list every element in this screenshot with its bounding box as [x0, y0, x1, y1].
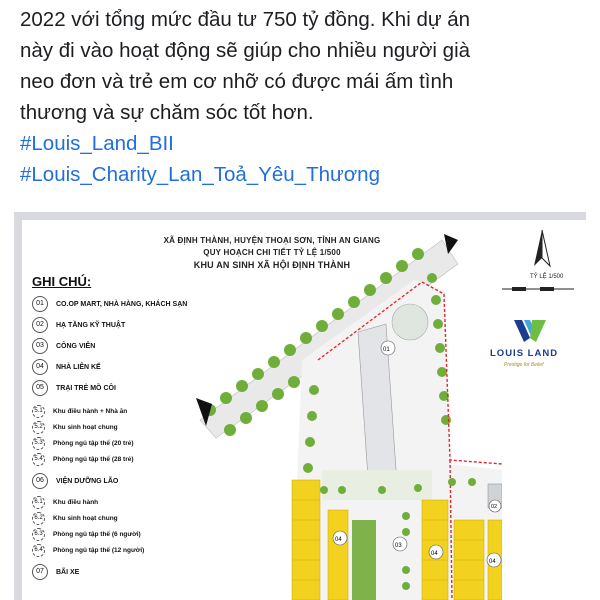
post-line-4: thương và sự chăm sóc tốt hơn.: [20, 101, 314, 124]
label-02: 02: [491, 504, 498, 510]
legend-item-05: 05 TRẠI TRẺ MỒ CÔI: [32, 380, 116, 396]
label-04c: 04: [489, 559, 496, 565]
legend-item-5-4: 5.4 Phòng ngủ tập thể (28 trẻ): [32, 453, 134, 466]
legend-item-5-2: 5.2 Khu sinh hoạt chung: [32, 421, 118, 434]
legend-item-07: 07 BÃI XE: [32, 564, 79, 580]
legend-item-04: 04 NHÀ LIÊN KẾ: [32, 359, 101, 375]
plan-location: XÃ ĐỊNH THÀNH, HUYỆN THOẠI SƠN, TỈNH AN GIANG: [163, 236, 381, 245]
label-01: 01: [383, 347, 390, 353]
legend-item-02: 02 HẠ TẦNG KỸ THUẬT: [32, 317, 125, 333]
legend-title: GHI CHÚ:: [32, 274, 92, 289]
site-plan-image: [22, 220, 588, 600]
hashtag-louis-charity[interactable]: #Louis_Charity_Lan_Toả_Yêu_Thương: [20, 163, 380, 186]
legend-item-6-3: 6.3 Phòng ngủ tập thể (6 người): [32, 528, 141, 541]
plan-scale-title: QUY HOẠCH CHI TIẾT TỶ LỆ 1/500: [203, 248, 341, 257]
logo-text: LOUIS LAND: [490, 348, 559, 359]
post-text: [20, 4, 590, 190]
label-04a: 04: [335, 537, 342, 543]
hashtag-louis-land[interactable]: #Louis_Land_BII: [20, 132, 174, 155]
label-03: 03: [395, 543, 402, 549]
legend-item-6-4: 6.4 Phòng ngủ tập thể (12 người): [32, 544, 144, 557]
plan-project-title: KHU AN SINH XÃ HỘI ĐỊNH THÀNH: [193, 260, 351, 270]
legend-item-01: 01 CO.OP MART, NHÀ HÀNG, KHÁCH SẠN: [32, 296, 187, 312]
north-arrow-icon: [522, 226, 562, 272]
site-plan-drawing: [182, 220, 502, 600]
scale-label: TỶ LỆ 1/500: [530, 274, 564, 280]
legend-item-6-2: 6.2 Khu sinh hoạt chung: [32, 512, 118, 525]
park-03: [352, 520, 376, 600]
legend-item-5-3: 5.3 Phòng ngủ tập thể (20 trẻ): [32, 437, 134, 450]
post-line-1: 2022 với tổng mức đầu tư 750 tỷ đồng. Khi dự án: [20, 8, 471, 31]
legend-item-6-1: 6.1 Khu điều hành: [32, 496, 98, 509]
post-line-2: này đi vào hoạt động sẽ giúp cho nhiều người già: [20, 39, 471, 62]
logo-tagline: Prestige for Belief: [504, 362, 544, 368]
scale-bar-icon: [500, 284, 576, 294]
legend-item-06: 06 VIỆN DƯỠNG LÃO: [32, 473, 118, 489]
plaza: [392, 304, 428, 340]
louis-land-logo-icon: [510, 316, 550, 346]
legend-item-03: 03 CÔNG VIÊN: [32, 338, 95, 354]
post-line-3: neo đơn và trẻ em cơ nhỡ có được mái ấm tình: [20, 70, 454, 93]
legend-item-5-1: 5.1 Khu điều hành + Nhà ăn: [32, 405, 127, 418]
label-04b: 04: [431, 551, 438, 557]
